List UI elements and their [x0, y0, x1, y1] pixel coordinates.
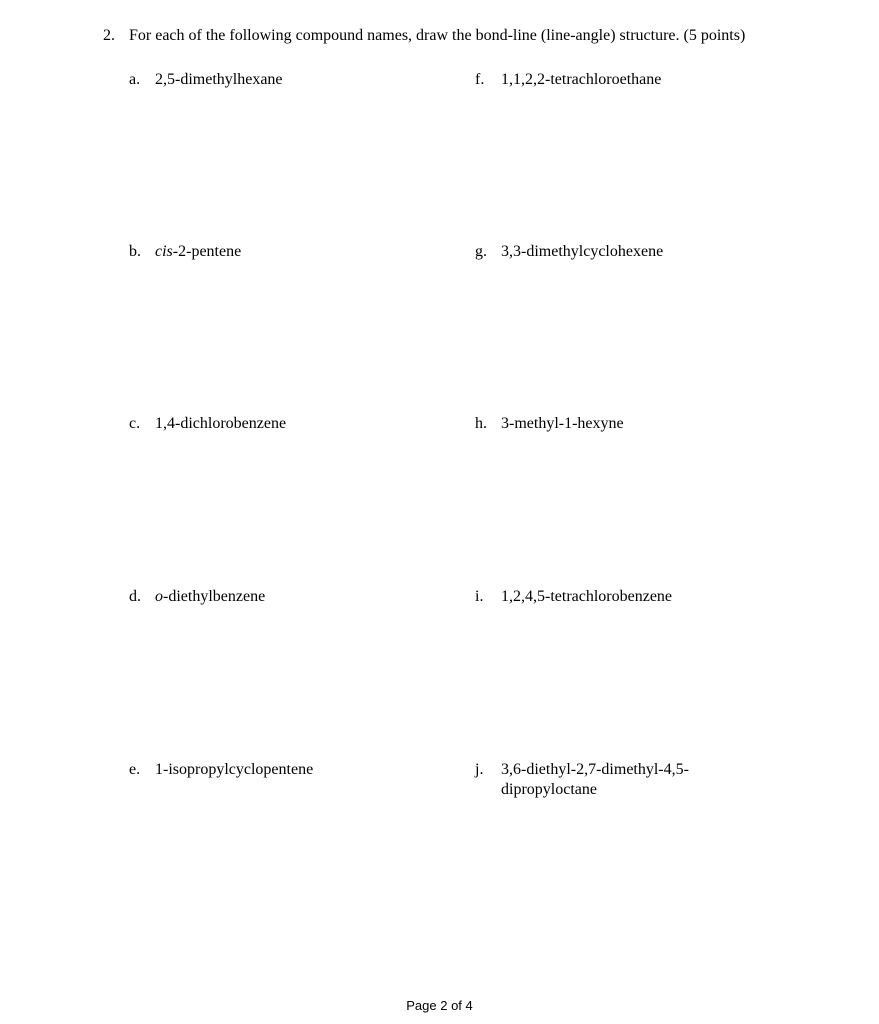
question-number: 2.: [103, 27, 115, 44]
item-label: b.: [129, 243, 141, 260]
compound-name: 1,2,4,5-tetrachlorobenzene: [501, 588, 673, 605]
compound-name: [501, 760, 689, 800]
compound-name: 3-methyl-1-hexyne: [501, 415, 624, 432]
compound-name: [155, 242, 241, 262]
compound-name: 1,4-dichlorobenzene: [155, 415, 287, 432]
compound-name-line2: dipropyloctane: [501, 781, 597, 798]
item-label: h.: [475, 415, 487, 432]
item-label: d.: [129, 588, 141, 605]
item-label: f.: [475, 71, 485, 88]
compound-name-rest: -diethylbenzene: [163, 588, 266, 605]
compound-name-rest: -2-pentene: [172, 243, 242, 260]
compound-name: 1-isopropylcyclopentene: [155, 761, 314, 778]
compound-prefix-italic: cis: [155, 243, 173, 260]
item-label: a.: [129, 71, 141, 88]
compound-name-line1: 3,6-diethyl-2,7-dimethyl-4,5-: [501, 761, 689, 778]
compound-name: 3,3-dimethylcyclohexene: [501, 243, 664, 260]
compound-name: [155, 587, 265, 607]
item-label: e.: [129, 761, 141, 778]
item-label: c.: [129, 415, 141, 432]
item-label: i.: [475, 588, 484, 605]
page-footer: Page 2 of 4: [406, 998, 473, 1013]
compound-name: 2,5-dimethylhexane: [155, 71, 283, 88]
item-label: j.: [475, 761, 484, 778]
question-text: For each of the following compound names, draw the bond-line (line-angle) structure. (5 points): [129, 27, 746, 44]
compound-name: 1,1,2,2-tetrachloroethane: [501, 71, 662, 88]
item-label: g.: [475, 243, 487, 260]
compound-prefix-italic: o: [155, 588, 163, 605]
